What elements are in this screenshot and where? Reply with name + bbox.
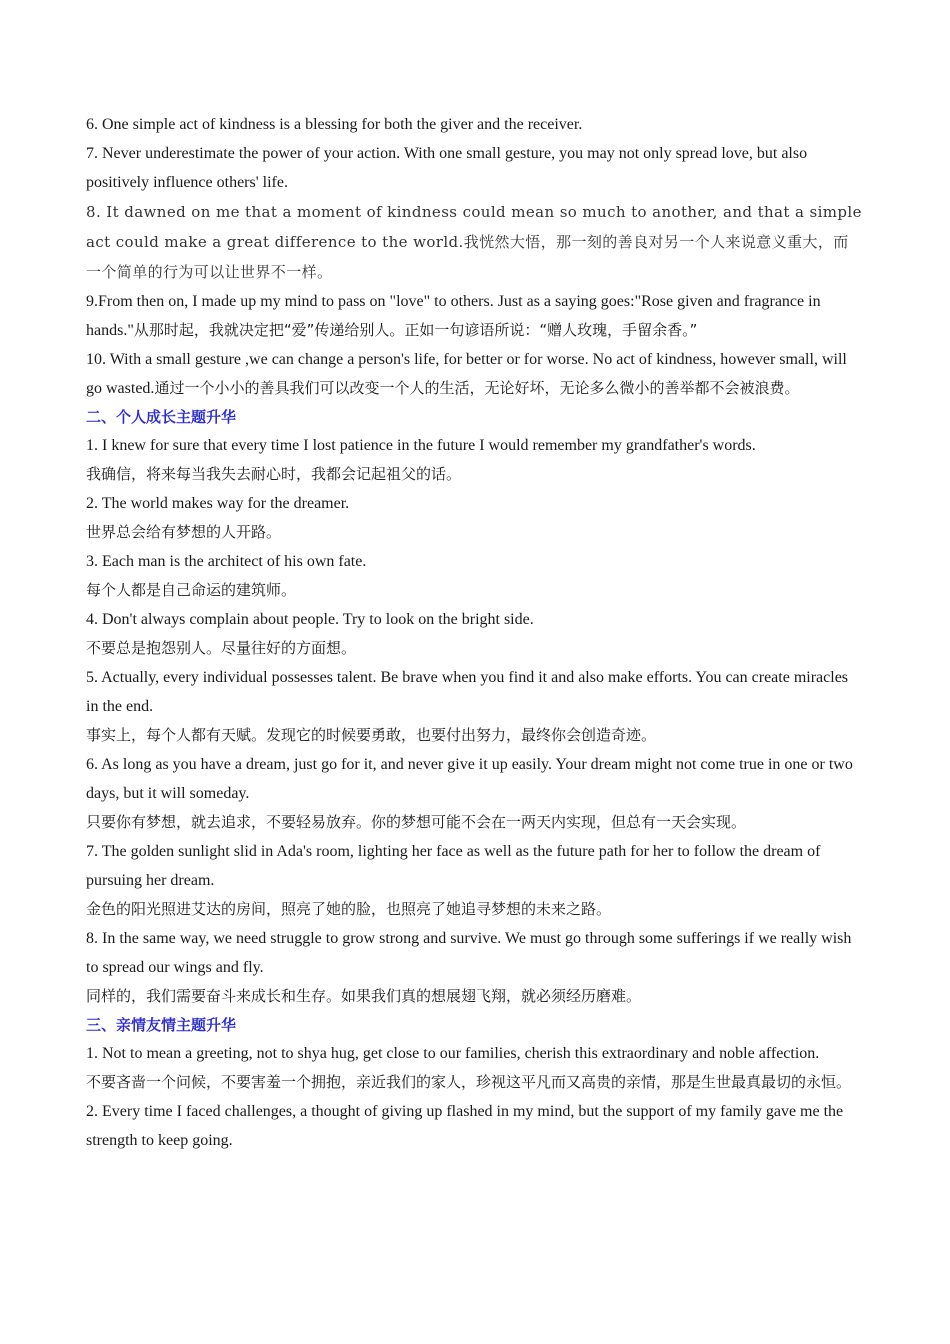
kindness-item-10 — [86, 345, 864, 403]
growth-item-4-cn: 不要总是抱怨别人。尽量往好的方面想。 — [86, 639, 357, 657]
family-item-1-en: 1. Not to mean a greeting, not to shya hug, get close to our families, cherish this extraordinary and noble affection. — [86, 1045, 820, 1062]
section-heading-family: 三、亲情友情主题升华 — [86, 1016, 237, 1034]
growth-item-3-en: 3. Each man is the architect of his own fate. — [86, 553, 367, 570]
kindness-item-10-en: 10. With a small gesture ,we can change a person's life, for better or for worse. No act of kindness, however small, will go wasted. — [86, 351, 847, 397]
growth-item-8-cn: 同样的，我们需要奋斗来成长和生存。如果我们真的想展翅飞翔，就必须经历磨难。 — [86, 987, 642, 1005]
kindness-item-9-cn: 从那时起，我就决定把“爱”传递给别人。正如一句谚语所说：“赠人玫瑰，手留余香。” — [133, 321, 698, 339]
growth-item-2-en: 2. The world makes way for the dreamer. — [86, 495, 350, 512]
kindness-item-7: 7. Never underestimate the power of your action. With one small gesture, you may not only spread love, but also positively influence others' life. — [86, 145, 808, 191]
growth-item-1-cn: 我确信，将来每当我失去耐心时，我都会记起祖父的话。 — [86, 465, 462, 483]
growth-item-6-en: 6. As long as you have a dream, just go for it, and never give it up easily. Your dream might not come true in one or two days, but it will someday. — [86, 756, 853, 802]
growth-item-8-en: 8. In the same way, we need struggle to grow strong and survive. We must go through some sufferings if we really wish to spread our wings and fly. — [86, 930, 852, 976]
kindness-item-6: 6. One simple act of kindness is a blessing for both the giver and the receiver. — [86, 116, 583, 133]
kindness-item-9 — [86, 287, 864, 345]
growth-item-5-cn: 事实上，每个人都有天赋。发现它的时候要勇敢，也要付出努力，最终你会创造奇迹。 — [86, 726, 657, 744]
kindness-item-9-en: 9.From then on, I made up my mind to pass on "love" to others. Just as a saying goes:"Rose given and fragrance in hands." — [86, 293, 821, 339]
growth-item-5-en: 5. Actually, every individual possesses talent. Be brave when you find it and also make efforts. You can create miracles in the end. — [86, 669, 849, 715]
section-heading-growth: 二、个人成长主题升华 — [86, 408, 237, 426]
growth-item-4-en: 4. Don't always complain about people. Try to look on the bright side. — [86, 611, 534, 628]
family-item-1-cn: 不要吝啬一个问候，不要害羞一个拥抱，亲近我们的家人，珍视这平凡而又高贵的亲情，那是生世最真最切的永恒。 — [86, 1073, 852, 1091]
kindness-item-8 — [86, 197, 864, 287]
growth-item-7-cn: 金色的阳光照进艾达的房间，照亮了她的脸，也照亮了她追寻梦想的未来之路。 — [86, 900, 612, 918]
family-item-2-en: 2. Every time I faced challenges, a thought of giving up flashed in my mind, but the support of my family gave me the strength to keep going. — [86, 1103, 844, 1149]
growth-item-2-cn: 世界总会给有梦想的人开路。 — [86, 523, 282, 541]
kindness-item-8-en: 8. It dawned on me that a moment of kindness could mean so much to another, and that a simple act could make a great difference to the world. — [86, 203, 862, 251]
kindness-item-8-cn: 我恍然大悟，那一刻的善良对另一个人来说意义重大，而一个简单的行为可以让世界不一样。 — [86, 233, 849, 281]
growth-item-3-cn: 每个人都是自己命运的建筑师。 — [86, 581, 297, 599]
growth-item-6-cn: 只要你有梦想，就去追求，不要轻易放弃。你的梦想可能不会在一两天内实现，但总有一天会实现。 — [86, 813, 747, 831]
growth-item-7-en: 7. The golden sunlight slid in Ada's room, lighting her face as well as the future path for her to follow the dream of pursuing her dream. — [86, 843, 821, 889]
kindness-item-10-cn: 通过一个小小的善具我们可以改变一个人的生活，无论好坏，无论多么微小的善举都不会被浪费。 — [154, 379, 800, 397]
growth-item-1-en: 1. I knew for sure that every time I lost patience in the future I would remember my grandfather's words. — [86, 437, 756, 454]
